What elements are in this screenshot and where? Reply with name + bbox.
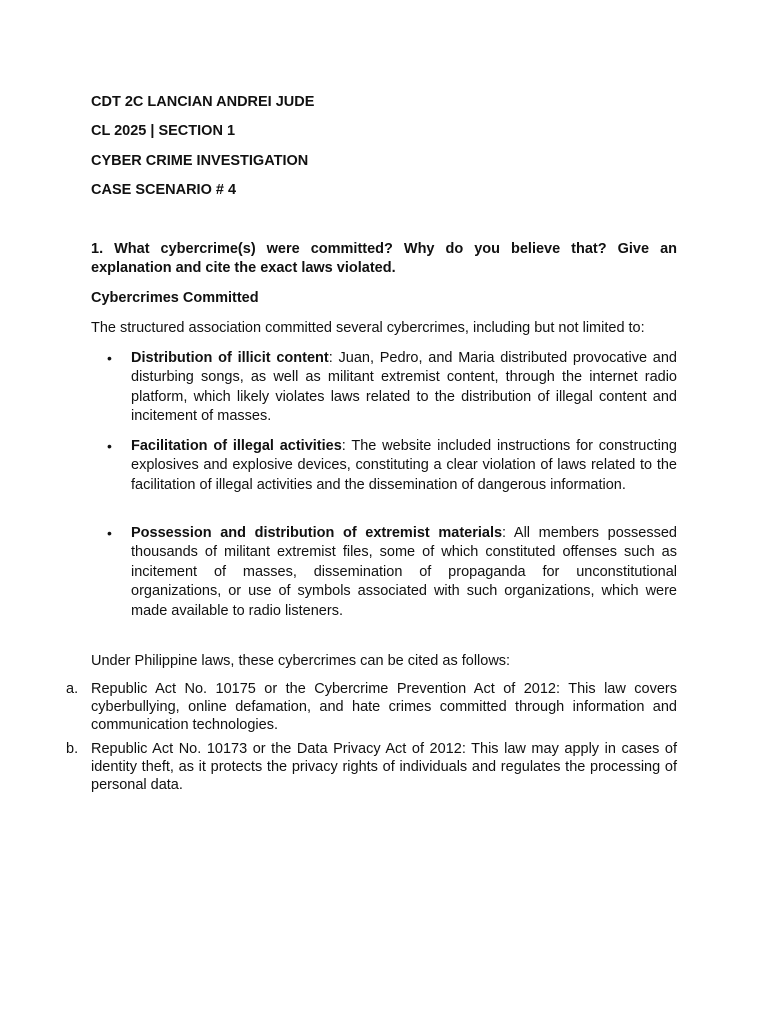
bullet-item xyxy=(91,349,677,427)
bullet-term: Possession and distribution of extremist materials xyxy=(131,525,503,541)
bullet-item xyxy=(91,437,677,495)
section-heading: Cybercrimes Committed xyxy=(91,290,259,306)
bullet-icon: • xyxy=(107,438,112,454)
course-title: CYBER CRIME INVESTIGATION xyxy=(91,153,309,169)
question-text: 1. What cybercrime(s) were committed? Why do you believe that? Give an explanation and cite the exact laws violated. xyxy=(91,241,677,276)
intro-paragraph: The structured association committed several cybercrimes, including but not limited to: xyxy=(91,320,645,336)
list-marker: a. xyxy=(66,681,79,697)
law-item xyxy=(66,740,677,794)
bullet-item xyxy=(91,524,677,621)
bullet-text xyxy=(131,437,677,495)
bullet-description: : Juan, Pedro, and Maria distributed provocative and disturbing songs, as well as militant extremist content, through the internet radio platform, which likely violates laws related to the distribution of illegal content and incitement of masses. xyxy=(131,350,677,425)
law-item xyxy=(66,680,677,734)
bullet-description: : The website included instructions for constructing explosives and explosive devices, constituting a clear violation of laws related to the facilitation of illegal activities and the dissemination of dangerous information. xyxy=(131,438,677,493)
class-section: CL 2025 | SECTION 1 xyxy=(91,123,236,139)
law-text: Republic Act No. 10175 or the Cybercrime Prevention Act of 2012: This law covers cyberbullying, online defamation, and hate crimes committed through information and communication technologies. xyxy=(91,681,677,733)
bullet-icon: • xyxy=(107,525,112,541)
bullet-term: Facilitation of illegal activities xyxy=(131,438,342,454)
laws-intro: Under Philippine laws, these cybercrimes can be cited as follows: xyxy=(91,653,511,669)
bullet-term: Distribution of illicit content xyxy=(131,350,329,366)
law-text: Republic Act No. 10173 or the Data Privacy Act of 2012: This law may apply in cases of identity theft, as it protects the privacy rights of individuals and regulates the processing of personal data. xyxy=(91,741,677,793)
case-scenario-title: CASE SCENARIO # 4 xyxy=(91,182,237,198)
bullet-text xyxy=(131,349,677,427)
list-marker: b. xyxy=(66,741,79,757)
student-name: CDT 2C LANCIAN ANDREI JUDE xyxy=(91,94,315,110)
bullet-icon: • xyxy=(107,350,112,366)
bullet-text xyxy=(131,524,677,621)
bullet-description: : All members possessed thousands of militant extremist files, some of which constituted offenses such as incitement of masses, dissemination of propaganda for unconstitutional organizations, or use of symbols associated with such organizations, which were made available to radio listeners. xyxy=(131,525,677,619)
